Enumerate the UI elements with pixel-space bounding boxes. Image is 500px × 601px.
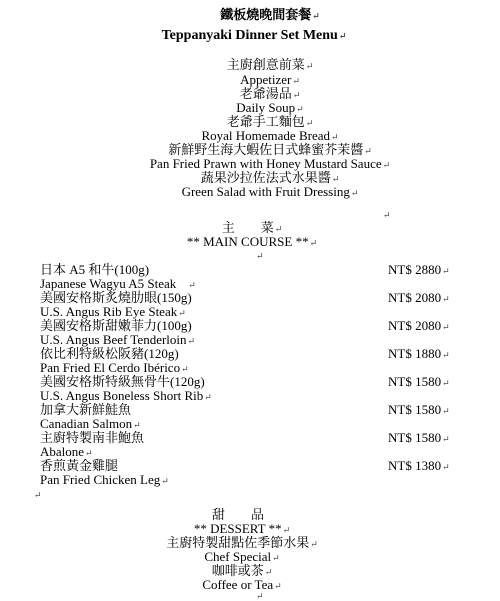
- dessert-heading-en: ** DESSERT **↵: [193, 521, 291, 536]
- main-item-3-en: U.S. Angus Beef Tenderloin↵: [40, 332, 196, 347]
- drink-line-zh: 咖啡或茶↵: [211, 563, 273, 578]
- dessert-heading-zh: 甜 品: [211, 507, 264, 522]
- paragraph-mark: ↵: [34, 490, 42, 500]
- menu-title-chinese: 鐵板燒晚間套餐↵: [220, 7, 320, 22]
- main-item-5-en: U.S. Angus Boneless Short Rib↵: [40, 388, 212, 403]
- main-item-5-zh: 美國安格斯特級無骨牛(120g): [40, 374, 205, 389]
- main-item-2-zh: 美國安格斯炙燒肋眼(150g): [40, 290, 192, 305]
- main-item-4-en: Pan Fried El Cerdo Ibérico↵: [40, 360, 189, 375]
- main-item-7-price: NT$ 1580↵: [388, 430, 450, 445]
- dessert-line-zh: 主廚特製甜點佐季節水果↵: [166, 535, 318, 550]
- main-item-4-zh: 依比利特級松阪豬(120g): [40, 346, 179, 361]
- main-item-4-price: NT$ 1880↵: [388, 346, 450, 361]
- prawn-line-en: Pan Fried Prawn with Honey Mustard Sauce↵: [149, 156, 391, 171]
- main-course-heading-zh: 主 菜↵: [221, 220, 283, 235]
- paragraph-mark: ↵: [256, 591, 264, 601]
- main-item-5-price: NT$ 1580↵: [388, 374, 450, 389]
- dessert-line-en: Chef Special↵: [204, 549, 280, 564]
- main-item-2-price: NT$ 2080↵: [388, 290, 450, 305]
- main-item-8-price: NT$ 1380↵: [388, 458, 450, 473]
- prawn-line-zh: 新鮮野生海大蝦佐日式蜂蜜芥茉醬↵: [168, 142, 372, 157]
- bread-line-zh: 老爺手工麵包↵: [226, 114, 314, 129]
- soup-line-en: Daily Soup↵: [236, 100, 304, 115]
- main-item-1-en: Japanese Wagyu A5 Steak ↵: [40, 276, 196, 291]
- main-item-2-en: U.S. Angus Rib Eye Steak↵: [40, 304, 186, 319]
- salad-line-zh: 蔬果沙拉佐法式水果醬↵: [200, 170, 340, 185]
- bread-line-en: Royal Homemade Bread↵: [201, 128, 339, 143]
- main-item-7-en: Abalone↵: [40, 444, 93, 459]
- main-course-heading-en: ** MAIN COURSE **↵: [186, 234, 318, 249]
- soup-line-zh: 老爺湯品↵: [239, 86, 301, 101]
- main-item-1-price: NT$ 2880↵: [388, 262, 450, 277]
- main-item-3-price: NT$ 2080↵: [388, 318, 450, 333]
- paragraph-mark: ↵: [383, 210, 391, 220]
- main-item-6-price: NT$ 1580↵: [388, 402, 450, 417]
- main-item-3-zh: 美國安格斯甜嫩菲力(100g): [40, 318, 192, 333]
- main-item-8-en: Pan Fried Chicken Leg↵: [40, 472, 169, 487]
- main-item-8-zh: 香煎黃金雞腿: [40, 458, 119, 473]
- menu-title-english: Teppanyaki Dinner Set Menu↵: [161, 28, 347, 43]
- drink-line-en: Coffee or Tea↵: [202, 577, 282, 592]
- main-item-6-en: Canadian Salmon↵: [40, 416, 141, 431]
- salad-line-en: Green Salad with Fruit Dressing↵: [181, 184, 359, 199]
- main-item-1-zh: 日本 A5 和牛(100g): [40, 262, 150, 277]
- appetizer-line-zh: 主廚創意前菜↵: [226, 57, 314, 72]
- paragraph-mark: ↵: [256, 251, 264, 261]
- appetizer-line-en: Appetizer↵: [240, 72, 300, 87]
- main-item-6-zh: 加拿大新鮮鮭魚: [40, 402, 132, 417]
- main-item-7-zh: 主廚特製南非鮑魚: [40, 430, 145, 445]
